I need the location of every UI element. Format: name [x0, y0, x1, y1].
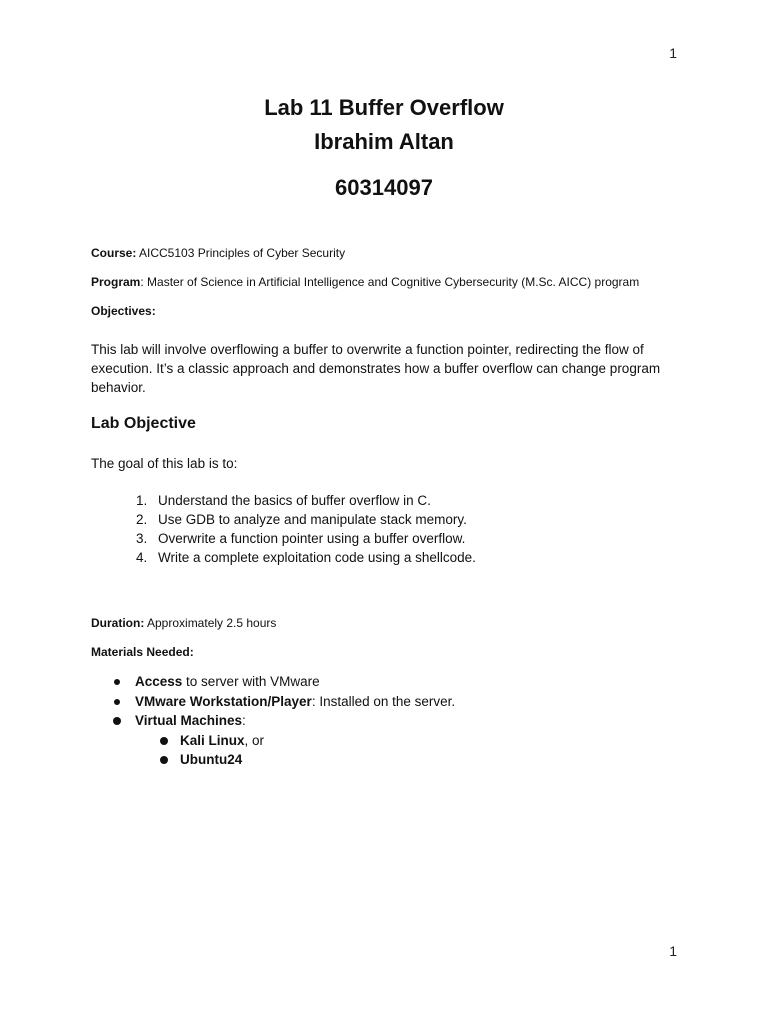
materials-label: Materials Needed: — [91, 645, 194, 659]
list-item: Virtual Machines: Kali Linux, or Ubuntu24 — [112, 711, 455, 770]
duration-value: Approximately 2.5 hours — [144, 616, 277, 630]
goal-intro: The goal of this lab is to: — [91, 456, 238, 471]
lab-title: Lab 11 Buffer Overflow — [264, 95, 504, 120]
course-label: Course: — [91, 246, 137, 260]
list-item: 3. Overwrite a function pointer using a buffer overflow. — [136, 531, 466, 546]
bullet-icon — [160, 737, 168, 745]
list-item: VMware Workstation/Player: Installed on the server. — [112, 692, 455, 712]
course-line — [91, 245, 691, 261]
course-value: AICC5103 Principles of Cyber Security — [136, 246, 346, 260]
list-item: Access to server with VMware — [112, 672, 455, 692]
list-item: 1. Understand the basics of buffer overflow in C. — [136, 493, 431, 508]
list-item: Kali Linux, or — [157, 731, 455, 751]
bullet-icon — [113, 717, 121, 725]
program-value: : Master of Science in Artificial Intelligence and Cognitive Cybersecurity (M.Sc. AICC) program — [140, 275, 640, 289]
goal-list — [115, 491, 476, 567]
objectives-label: Objectives: — [91, 304, 156, 318]
page-number-top: 1 — [669, 45, 677, 61]
materials-list — [112, 672, 455, 770]
objectives-text: This lab will involve overflowing a buffer to overwrite a function pointer, redirecting the flow of execution. It’s a classic approach and demonstrates how a buffer overflow can change program behavior. — [91, 342, 661, 395]
duration-label: Duration: — [91, 616, 145, 630]
duration-line — [91, 615, 691, 631]
bullet-icon — [114, 699, 120, 705]
list-item: Ubuntu24 — [157, 750, 455, 770]
bullet-icon — [160, 756, 168, 764]
list-item: 2. Use GDB to analyze and manipulate stack memory. — [136, 512, 467, 527]
program-label: Program — [91, 275, 141, 289]
bullet-icon — [114, 679, 120, 685]
program-line — [91, 274, 731, 290]
list-item: 4. Write a complete exploitation code using a shellcode. — [136, 550, 476, 565]
virtual-machines-sublist — [157, 731, 455, 770]
page-number-bottom: 1 — [669, 943, 677, 959]
author-name: Ibrahim Altan — [314, 129, 454, 154]
student-id: 60314097 — [335, 175, 433, 200]
lab-objective-heading: Lab Objective — [91, 415, 196, 432]
